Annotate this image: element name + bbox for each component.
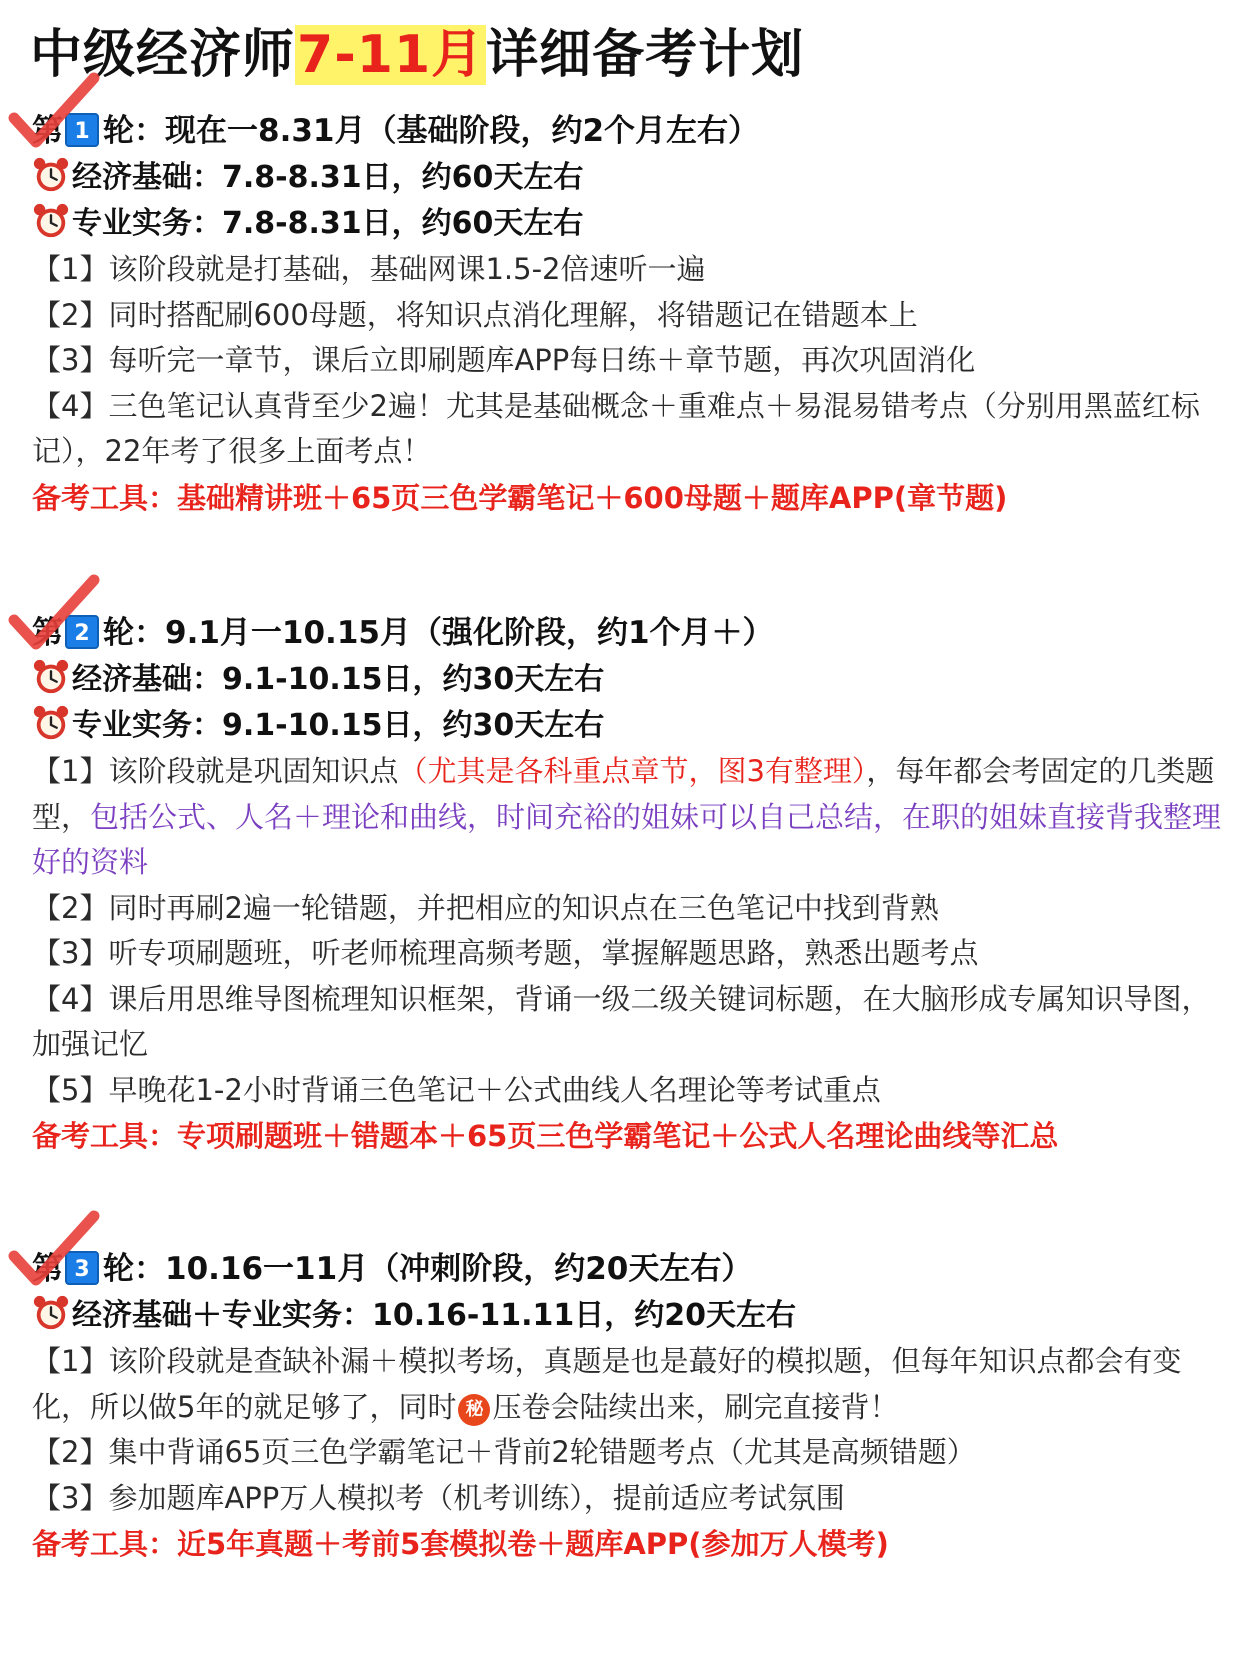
round-prefix: 第 — [32, 1251, 63, 1287]
number-1-icon: 1 — [65, 113, 99, 147]
subject-line — [32, 201, 1222, 247]
plan-item — [32, 749, 1222, 886]
round-2-section — [32, 610, 1222, 1159]
title-suffix: 详细备考计划 — [486, 25, 805, 85]
round-3-section — [32, 1246, 1222, 1567]
subject-text: 专业实务：7.8-8.31日，约60天左右 — [72, 206, 584, 241]
plan-item: 【3】参加题库APP万人模拟考（机考训练），提前适应考试氛围 — [32, 1480, 845, 1515]
alarm-clock-icon — [32, 202, 70, 240]
plan-item: 【1】该阶段就是打基础，基础网课1.5-2倍速听一遍 — [32, 252, 706, 286]
secret-badge-icon: 秘 — [458, 1394, 490, 1426]
round-3-heading — [32, 1246, 1222, 1293]
item-text: 【1】该阶段就是巩固知识点 — [32, 754, 399, 788]
item-text: 【1】该阶段就是查缺补漏＋模拟考场，真题是也是蕞好的模拟题，但每年知识点都会有变化，所以做5年的就足够了，同时 — [32, 1344, 1182, 1424]
subject-line — [32, 703, 1222, 749]
alarm-clock-icon — [32, 658, 70, 696]
plan-item: 【3】听专项刷题班，听老师梳理高频考题，掌握解题思路，熟悉出题考点 — [32, 936, 979, 970]
title-highlight: 7-11月 — [297, 25, 485, 85]
plan-item: 【2】同时搭配刷600母题，将知识点消化理解，将错题记在错题本上 — [32, 297, 918, 332]
round-2-heading — [32, 610, 1222, 657]
plan-item: 【2】同时再刷2遍一轮错题，并把相应的知识点在三色笔记中找到背熟 — [32, 890, 939, 925]
subject-line — [32, 155, 1222, 201]
alarm-clock-icon — [32, 156, 70, 194]
alarm-clock-icon — [32, 704, 70, 742]
plan-item: 【2】集中背诵65页三色学霸笔记＋背前2轮错题考点（尤其是高频错题） — [32, 1435, 976, 1469]
number-2-icon: 2 — [65, 615, 99, 649]
subject-line — [32, 657, 1222, 703]
round-prefix: 第 — [32, 113, 63, 149]
check-mark-icon — [4, 1208, 104, 1298]
plan-item: 【4】课后用思维导图梳理知识框架，背诵一级二级关键词标题，在大脑形成专属知识导图，加强记忆 — [32, 981, 1211, 1061]
title-prefix: 中级经济师 — [30, 25, 296, 85]
subject-text: 专业实务：9.1-10.15日，约30天左右 — [72, 708, 605, 743]
round-heading-text: 轮：现在一8.31月（基础阶段，约2个月左右） — [103, 113, 760, 149]
round-1-section — [32, 108, 1222, 521]
round-heading-text: 轮：10.16一11月（冲刺阶段，约20天左右） — [103, 1251, 753, 1287]
study-tools: 备考工具：基础精讲班＋65页三色学霸笔记＋600母题＋题库APP(章节题) — [32, 480, 1008, 515]
round-1-heading — [32, 108, 1222, 155]
subject-text: 经济基础：9.1-10.15日，约30天左右 — [72, 662, 605, 697]
subject-text: 经济基础：7.8-8.31日，约60天左右 — [72, 160, 584, 195]
plan-item: 【4】三色笔记认真背至少2遍！尤其是基础概念＋重难点＋易混易错考点（分别用黑蓝红标记），22年考了很多上面考点！ — [32, 388, 1200, 468]
plan-item: 【5】早晚花1-2小时背诵三色笔记＋公式曲线人名理论等考试重点 — [32, 1072, 881, 1107]
page-title — [30, 20, 804, 90]
study-tools: 备考工具：专项刷题班＋错题本＋65页三色学霸笔记＋公式人名理论曲线等汇总 — [32, 1119, 1059, 1153]
plan-item — [32, 1339, 1222, 1430]
subject-line — [32, 1293, 1222, 1339]
item-text: 压卷会陆续出来，刷完直接背！ — [492, 1389, 899, 1424]
study-tools: 备考工具：近5年真题＋考前5套模拟卷＋题库APP(参加万人模考) — [32, 1527, 889, 1561]
alarm-clock-icon — [32, 1294, 70, 1332]
check-mark-icon — [4, 70, 104, 160]
plan-item: 【3】每听完一章节，课后立即刷题库APP每日练＋章节题，再次巩固消化 — [32, 343, 976, 377]
item-purple-note: 包括公式、人名＋理论和曲线，时间充裕的姐妹可以自己总结，在职的姐妹直接背我整理好的资料 — [32, 799, 1222, 879]
subject-text: 经济基础＋专业实务：10.16-11.11日，约20天左右 — [72, 1298, 796, 1333]
item-text: ，每年都会考固定的几类题型， — [32, 754, 1215, 834]
check-mark-icon — [4, 572, 104, 662]
round-prefix: 第 — [32, 615, 63, 651]
number-3-icon: 3 — [65, 1251, 99, 1285]
item-red-note: （尤其是各科重点章节，图3有整理） — [398, 754, 867, 788]
round-heading-text: 轮：9.1月一10.15月（强化阶段，约1个月＋） — [103, 615, 774, 651]
